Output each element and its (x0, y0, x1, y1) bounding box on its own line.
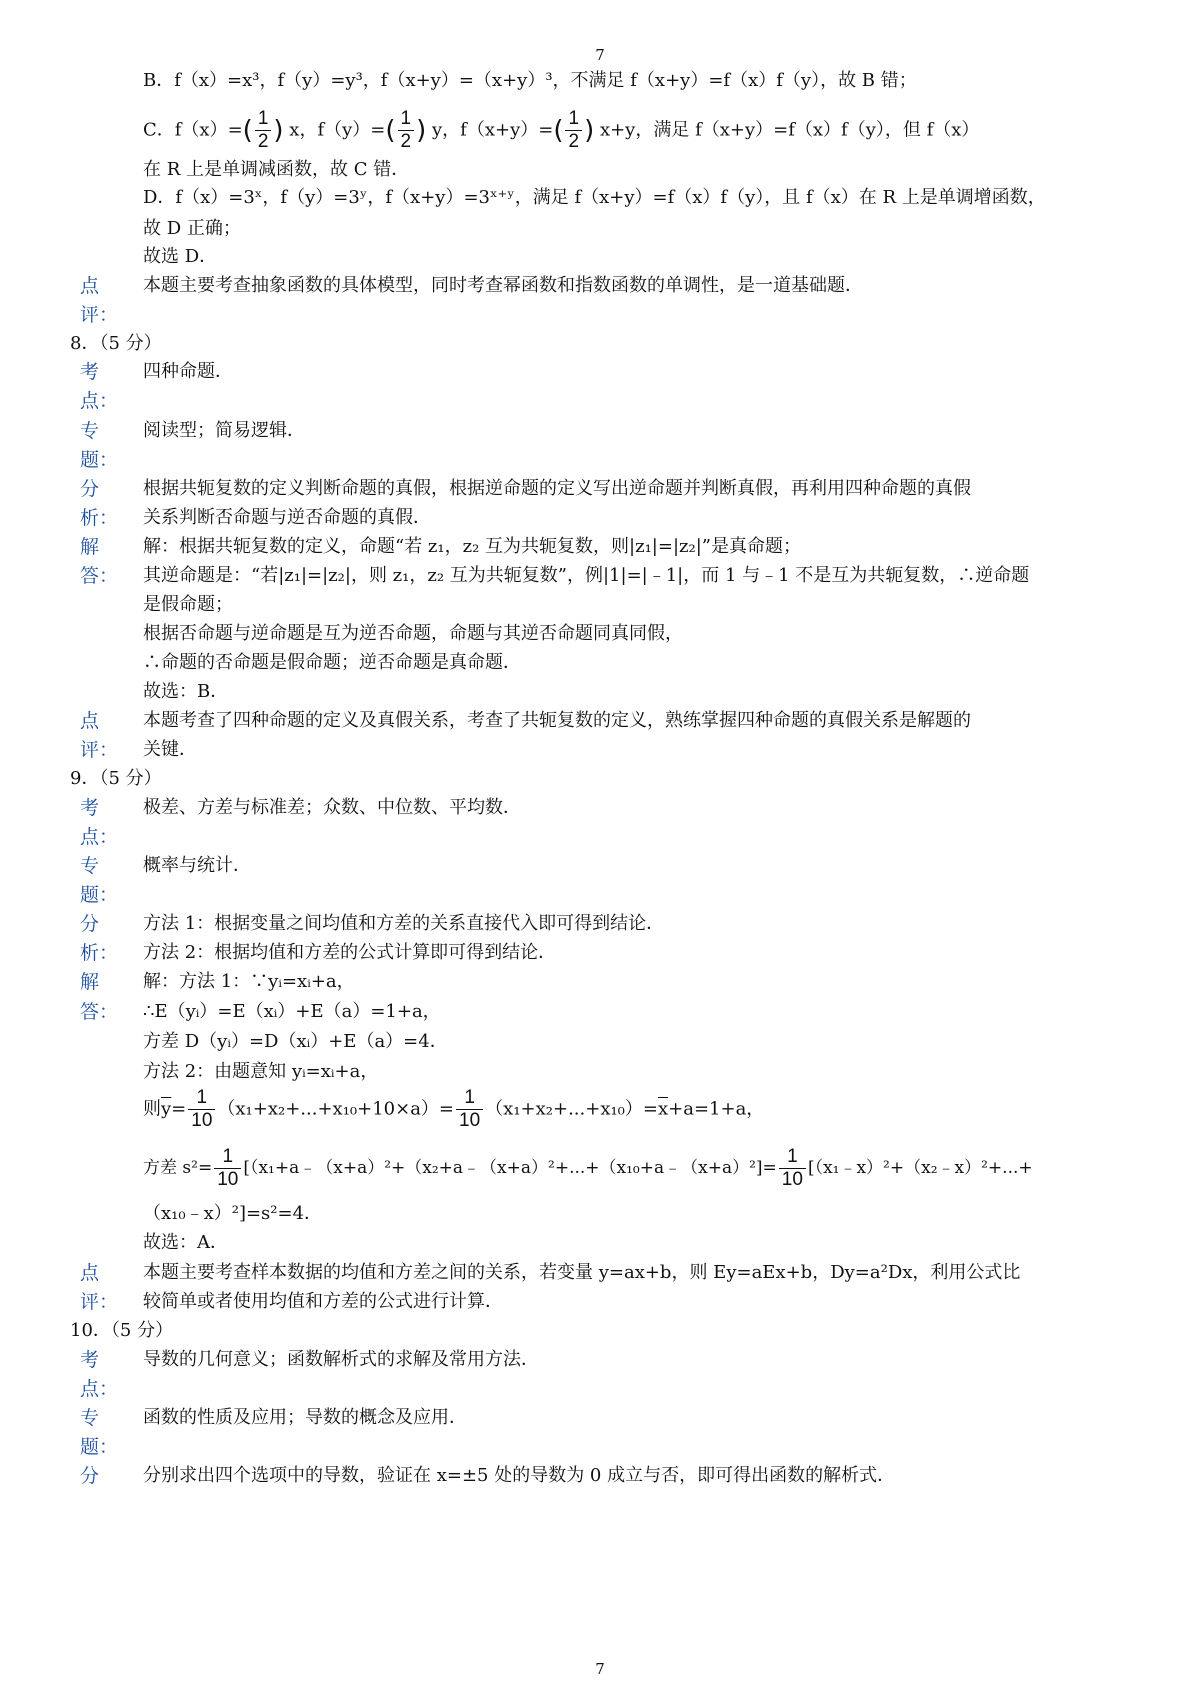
q9-jieda-3: 方差 D（yᵢ）=D（xᵢ）+E（a）=4． (143, 1031, 448, 1052)
page-number-top: 7 (595, 46, 605, 64)
one-tenth-fraction: $\frac{1}{10}$ (779, 1146, 806, 1191)
q9-fenxi-2: 方法 2：根据均值和方差的公式计算即可得到结论． (143, 942, 557, 963)
label-ping: 评： (80, 1291, 119, 1313)
q7-option-c-line2: 在 R 上是单调减函数，故 C 错． (143, 159, 410, 180)
q7-comment: 本题主要考查抽象函数的具体模型，同时考查幂函数和指数函数的单调性，是一道基础题． (143, 275, 863, 296)
equals-sign: = (171, 1098, 187, 1120)
page-number-bottom: 7 (595, 1660, 605, 1678)
label-kao: 考 (80, 1349, 100, 1371)
variance-end: [（x₁﹣x）²+（x₂﹣x）²+...+ (807, 1157, 1033, 1178)
label-xi: 析： (80, 942, 119, 964)
q8-kaodian: 四种命题． (143, 361, 233, 382)
mean-mid-1: （x₁+x₂+...+x₁₀+10×a）= (217, 1098, 455, 1120)
label-ping: 评： (80, 304, 119, 326)
q7-option-d-line2: 故 D 正确； (143, 218, 241, 239)
label-ping: 评： (80, 739, 119, 761)
q9-jieda-4: 方法 2：由题意知 yᵢ=xᵢ+a， (143, 1061, 379, 1082)
q8-jieda-4: 根据否命题与逆命题是互为逆否命题，命题与其逆否命题同真同假， (143, 623, 683, 644)
label-zhuan: 专 (80, 855, 100, 877)
q8-dianping-1: 本题考查了四种命题的定义及真假关系，考查了共轭复数的定义，熟练掌握四种命题的真假关系是解题的 (143, 710, 971, 731)
label-kao: 考 (80, 797, 100, 819)
q7-c-part3: y，f（x+y）= (432, 119, 554, 141)
q9-kaodian: 极差、方差与标准差；众数、中位数、平均数． (143, 797, 521, 818)
label-da: 答： (80, 1001, 119, 1023)
q9-jieda-2: ∴E（yᵢ）=E（xᵢ）+E（a）=1+a， (143, 1001, 441, 1022)
q8-jieda-5: ∴命题的否命题是假命题；逆否命题是真命题． (143, 652, 521, 673)
label-kao: 考 (80, 361, 100, 383)
q7-answer: 故选 D． (143, 246, 218, 267)
variance-mid: [（x₁+a﹣（x+a）²+（x₂+a﹣（x+a）²+...+（x₁₀+a﹣（x+a）²]= (243, 1157, 777, 1178)
q7-c-part4: x+y，满足 f（x+y）=f（x）f（y），但 f（x） (599, 119, 980, 141)
label-fen: 分 (80, 913, 100, 935)
x-bar: $\overline{x}$ (657, 1098, 669, 1120)
q8-fenxi-2: 关系判断否命题与逆否命题的真假． (143, 507, 431, 528)
one-tenth-fraction: $\frac{1}{10}$ (456, 1087, 483, 1132)
q8-header: 8．（5 分） (70, 333, 162, 354)
label-dian: 点： (80, 390, 119, 412)
label-zhuan: 专 (80, 420, 100, 442)
q7-option-c: C．f（x）=( $\frac{1}{2}$ ) x，f（y）=( $\frac{1}{2}$ ) y，f（x+y）=( $\frac{1}{2}$ ) x+y，满足 f（x+y）=f（x）f（y），但 f（x） (143, 108, 980, 152)
half-fraction: $\frac{1}{2}$ (565, 108, 582, 153)
q9-dianping-1: 本题主要考查样本数据的均值和方差之间的关系，若变量 y=ax+b，则 Ey=aEx+b，Dy=a²Dx，利用公式比 (143, 1262, 1021, 1283)
label-jie: 解 (80, 971, 100, 993)
q8-jieda-1: 解：根据共轭复数的定义，命题“若 z₁，z₂ 互为共轭复数，则|z₁|=|z₂|”是真命题； (143, 536, 801, 557)
label-dian: 点 (80, 1262, 100, 1284)
q9-answer: 故选：A． (143, 1232, 228, 1253)
label-dian: 点： (80, 1378, 119, 1400)
label-ti: 题： (80, 884, 119, 906)
q9-zhuanti: 概率与统计． (143, 855, 251, 876)
q9-variance-line2: （x₁₀﹣x）²]=s²=4． (143, 1203, 323, 1224)
label-jie: 解 (80, 536, 100, 558)
half-fraction: $\frac{1}{2}$ (398, 108, 415, 153)
label-dian: 点： (80, 826, 119, 848)
q7-option-d: D．f（x）=3ˣ，f（y）=3ʸ，f（x+y）=3ˣ⁺ʸ，满足 f（x+y）=f（x）f（y），且 f（x）在 R 上是单调增函数， (143, 187, 1046, 208)
q8-jieda-6: 故选：B． (143, 681, 229, 702)
q8-fenxi-1: 根据共轭复数的定义判断命题的真假，根据逆命题的定义写出逆命题并判断真假，再利用四种命题的真假 (143, 478, 971, 499)
q10-zhuanti: 函数的性质及应用；导数的概念及应用． (143, 1407, 467, 1428)
q8-dianping-2: 关键． (143, 739, 197, 760)
q7-c-part1: C．f（x）= (143, 119, 243, 141)
y-bar: $\overline{y}$ (161, 1098, 172, 1120)
label-fen: 分 (80, 1465, 100, 1487)
q9-variance-formula (143, 1146, 1033, 1191)
label-ti: 题： (80, 1436, 119, 1458)
q8-zhuanti: 阅读型；简易逻辑． (143, 420, 305, 441)
q8-jieda-3: 是假命题； (143, 594, 233, 615)
q9-mean-formula (143, 1087, 764, 1132)
half-fraction: $\frac{1}{2}$ (255, 108, 272, 153)
label-xi: 析： (80, 507, 119, 529)
mean-mid-2: （x₁+x₂+...+x₁₀）= (485, 1098, 658, 1120)
q10-fenxi-1: 分别求出四个选项中的导数，验证在 x=±5 处的导数为 0 成立与否，即可得出函数的解析式． (143, 1465, 896, 1486)
variance-prefix: 方差 s²= (143, 1157, 213, 1178)
q10-kaodian: 导数的几何意义；函数解析式的求解及常用方法． (143, 1349, 539, 1370)
q8-jieda-2: 其逆命题是：“若|z₁|=|z₂|，则 z₁，z₂ 互为共轭复数”，例|1|=|﹣1|，而 1 与﹣1 不是互为共轭复数，∴逆命题 (143, 565, 1030, 586)
one-tenth-fraction: $\frac{1}{10}$ (214, 1146, 241, 1191)
q7-option-b: B．f（x）=x³，f（y）=y³，f（x+y）=（x+y）³，不满足 f（x+y）=f（x）f（y），故 B 错； (143, 70, 917, 91)
mean-post: +a=1+a， (668, 1098, 765, 1120)
label-dian: 点 (80, 710, 100, 732)
q9-jieda-1: 解：方法 1：∵yᵢ=xᵢ+a， (143, 971, 355, 992)
q9-header: 9．（5 分） (70, 768, 162, 789)
q9-fenxi-1: 方法 1：根据变量之间均值和方差的关系直接代入即可得到结论． (143, 913, 665, 934)
label-da: 答： (80, 565, 119, 587)
q9-dianping-2: 较简单或者使用均值和方差的公式进行计算． (143, 1291, 503, 1312)
label-zhuan: 专 (80, 1407, 100, 1429)
q7-c-part2: x，f（y）= (289, 119, 386, 141)
label-fen: 分 (80, 478, 100, 500)
label-ti: 题： (80, 449, 119, 471)
one-tenth-fraction: $\frac{1}{10}$ (188, 1087, 215, 1132)
mean-prefix: 则 (143, 1098, 161, 1120)
q10-header: 10．（5 分） (70, 1320, 174, 1341)
label-dian: 点 (80, 275, 100, 297)
